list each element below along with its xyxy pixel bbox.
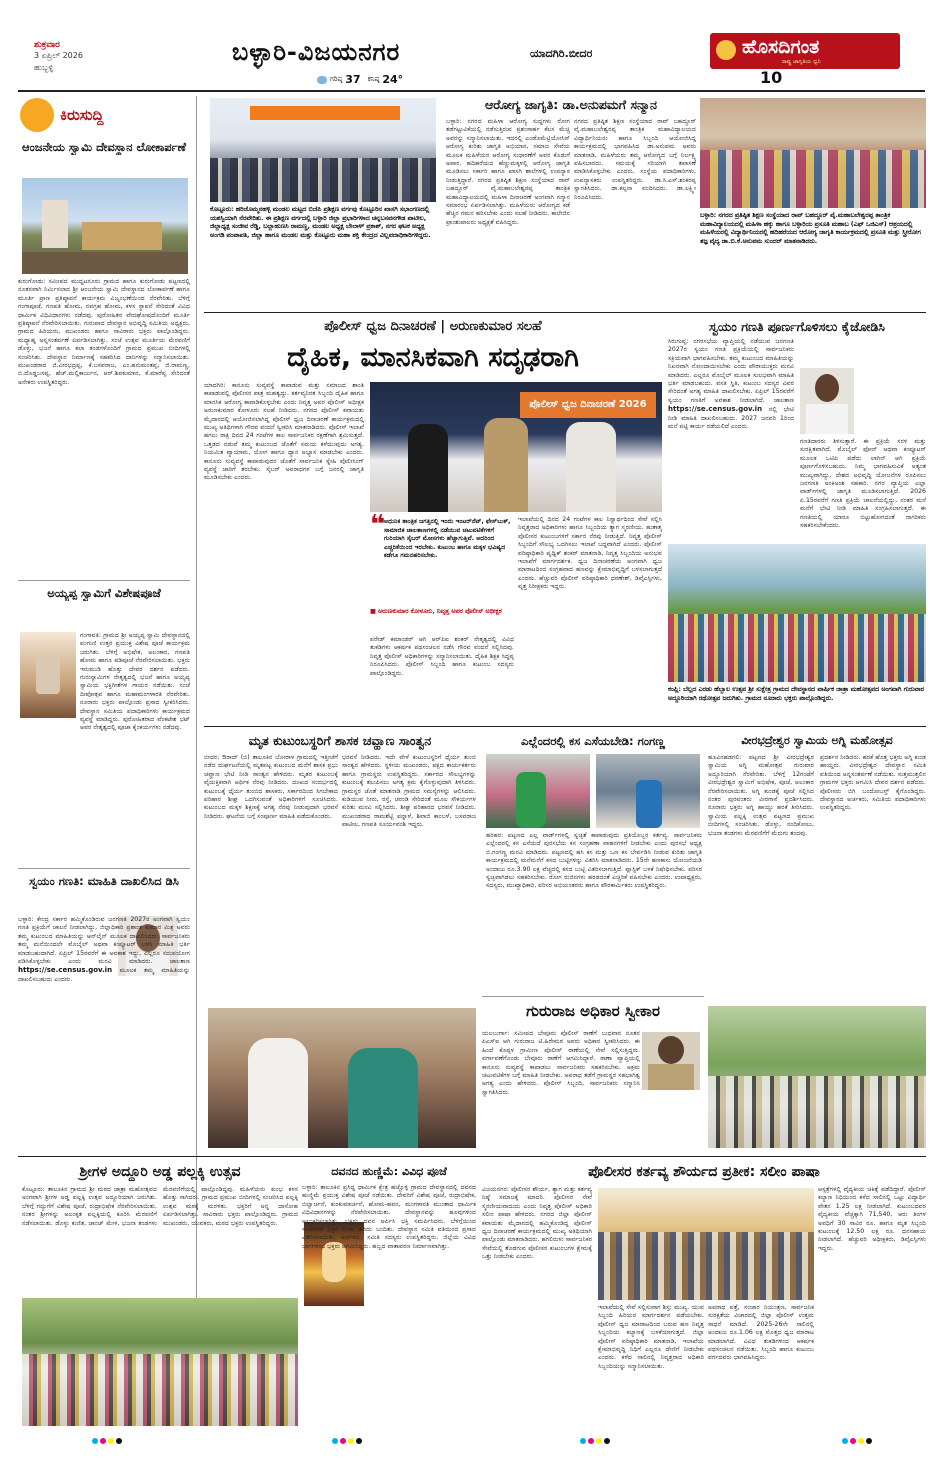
page-number: 10 bbox=[760, 68, 783, 87]
police-quote-source-text: ಅರುಣಕುಮಾರ ಕೋಳೂರು, ನಿವೃತ್ತ ಅಪರ ಪೊಲೀಸ್ ಅಧೀಕ್ಷಕ bbox=[378, 608, 502, 615]
kirusuddi-text-3-end: ಮೂಲಕ ತಮ್ಮ ಮಾಹಿತಿಯನ್ನು ದಾಖಲಿಸಬಹುದು ಎಂದರು. bbox=[18, 967, 190, 983]
hand-icon bbox=[20, 98, 54, 132]
saleem-col-1: ವಿಜಯನಗರ: ಪೊಲೀಸರ ಶೌರ್ಯ, ತ್ಯಾಗ ಮತ್ತು ಕರ್ತವ್ಯ ನಿಷ್ಠೆ ಸಮಾಜಕ್ಕೆ ಮಾದರಿ. ಪೊಲೀಸರ ಸೇವೆ ಸ್ಮರಣೀಯವಾದುದು ಎಂದು ನಿವೃತ್ತ ಪೊಲೀಸ್ ಅಧಿಕಾರಿ ಸಲೀಂ ಪಾಷಾ ಹೇಳಿದರು. ನಗರದ ಜಿಲ್ಲಾ ಪೊಲೀಸ್ ಕವಾಯತು ಮೈದಾನದಲ್ಲಿ ಹಮ್ಮಿಕೊಂಡಿದ್ದ ಪೊಲೀಸ್ ಧ್ವಜ ದಿನಾಚರಣೆ ಕಾರ್ಯಕ್ರಮದಲ್ಲಿ ಮುಖ್ಯ ಅತಿಥಿಯಾಗಿ ಪಾಲ್ಗೊಂಡು ಮಾತನಾಡಿದರು. ಹಗಲಿರುಳು ಸಾರ್ವಜನಿಕರ ಸೇವೆಯಲ್ಲಿ ತೊಡಗುವ ಪೊಲೀಸರ ಕುಟುಂಬಗಳ ಕ್ಷೇಮಕ್ಕೆ ಒತ್ತು ನೀಡಬೇಕು ಎಂದರು. bbox=[482, 1186, 592, 1261]
kirusuddi-text-2: ಗಂಗಾವತಿ: ಗ್ರಾಮದ ಶ್ರೀ ಅಯ್ಯಪ್ಪ ಸ್ವಾಮಿ ದೇವಸ್ಥಾನದಲ್ಲಿ ಪಂಗುಣಿ ಉತ್ತರ ಪ್ರಯುಕ್ತ ವಿಶೇಷ ಪೂಜೆ ಕಾರ್ಯಕ್ರಮ ಜರುಗಿತು. ಬೆಳಿಗ್ಗೆ ಅಭಿಷೇಕ, ಅಲಂಕಾರ, ಗಣಪತಿ ಹೋಮ ಹಾಗೂ ಪಡಿಪೂಜೆ ನೆರವೇರಿಸಲಾಯಿತು. ಭಕ್ತರು ಇರುಮುಡಿ ಹೊತ್ತು ದೇವರ ದರ್ಶನ ಪಡೆದರು. ಗುರುಸ್ವಾಮಿಗಳ ನೇತೃತ್ವದಲ್ಲಿ ಭಜನೆ ಹಾಗೂ ಅಯ್ಯಪ್ಪ ಸ್ವಾಮಿಯ ಭಕ್ತಿಗೀತೆಗಳ ಗಾಯನ ನಡೆಯಿತು. ಸಂಜೆ ದೀಪೋತ್ಸವ ಹಾಗೂ ಮಹಾಮಂಗಳಾರತಿ ನೆರವೇರಿತು. ನೂರಾರು ಭಕ್ತರು ಪಾಲ್ಗೊಂಡು ಪ್ರಸಾದ ಸ್ವೀಕರಿಸಿದರು. ದೇವಸ್ಥಾನ ಸಮಿತಿಯ ಪದಾಧಿಕಾರಿಗಳು ಕಾರ್ಯಕ್ರಮದ ವ್ಯವಸ್ಥೆ ಮಾಡಿದ್ದರು. ಪುರೋಹಿತರಾದ ವೆಂಕಟೇಶ ಭಟ್ ಅವರ ನೇತೃತ್ವದಲ್ಲಿ ಪೂಜಾ ಕೈಂಕರ್ಯಗಳು ನಡೆದವು. bbox=[80, 632, 190, 732]
saleem-headline: ಪೊಲೀಸರ ಕರ್ತವ್ಯ ಶೌರ್ಯದ ಪ್ರತೀಕ: ಸಲೀಂ ಪಾಷಾ bbox=[588, 1164, 820, 1180]
health-headline: ಆರೋಗ್ಯ ಜಾಗೃತಿ: ಡಾ.ಅನುಪಮಗೆ ಸನ್ಮಾನ bbox=[484, 97, 658, 112]
mla-condolence-photo bbox=[208, 1008, 476, 1148]
jatre-crowd-photo bbox=[668, 544, 926, 682]
quote-mark-icon: ❝ bbox=[370, 510, 386, 540]
divider bbox=[18, 868, 190, 869]
kirusuddi-badge bbox=[20, 98, 180, 132]
parade-photo bbox=[598, 1188, 814, 1300]
agni-headline: ವೀರಭದ್ರೇಶ್ವರ ಸ್ವಾಮಿಯ ಅಗ್ನಿ ಮಹೋತ್ಸವ bbox=[741, 734, 893, 747]
davanada-story bbox=[302, 1160, 476, 1430]
sun-cloud-icon bbox=[317, 76, 327, 84]
police-quote: ಆಧುನಿಕ ತಾಂತ್ರಿಕ ಜಗತ್ತಿನಲ್ಲಿ ಇಂದು ಇಂಟರ್‌ನೆಟ್, ಫೇಸ್‌ಬುಕ್, ಸಾಮಾಜಿಕ ಜಾಲತಾಣಗಳಲ್ಲಿ ನಡೆಯುವ ಚಟುವಟಿಕೆಗಳಿಗೆ ಗುರಿಯಾಗಿ ಸೈಬರ್ ಮೋಸಗಳು ಹೆಚ್ಚಾಗುತ್ತಿವೆ. ಅದರಿಂದ ಎಚ್ಚರಿಕೆಯಿಂದ ಇರಬೇಕು. ಕುಟುಂಬ ಹಾಗೂ ಮಕ್ಕಳ ಭವಿಷ್ಯದ ಕಡೆಗೂ ಗಮನಹರಿಸಬೇಕು. bbox=[384, 518, 511, 559]
kirusuddi-headline-2: ಅಯ್ಯಪ್ಪ ಸ್ವಾಮಿಗೆ ವಿಶೇಷಪೂಜೆ bbox=[47, 586, 161, 600]
police-quote-source bbox=[370, 608, 514, 630]
police-col-1: ಯಾದಗಿರಿ: ಕಾನೂನು ಸುವ್ಯವಸ್ಥೆ ಕಾಪಾಡುವ ಮತ್ತು ಸಮಾಜದ ಶಾಂತಿ ಕಾಪಾಡುವಲ್ಲಿ ಪೊಲೀಸರ ಪಾತ್ರ ಮಹತ್ವದ್ದು. ಕರ್ತವ್ಯನಿರತ ಸಿಬ್ಬಂದಿ ದೈಹಿಕ ಹಾಗೂ ಮಾನಸಿಕ ಆರೋಗ್ಯ ಕಾಪಾಡಿಕೊಳ್ಳಬೇಕು ಎಂದು ನಿವೃತ್ತ ಅಪರ ಪೊಲೀಸ್ ಅಧೀಕ್ಷಕ ಅರುಣಕುಮಾರ ಕೋಳೂರು ಸಲಹೆ ನೀಡಿದರು. ನಗರದ ಪೊಲೀಸ್ ಕವಾಯತು ಮೈದಾನದಲ್ಲಿ ಆಯೋಜಿಸಲಾಗಿದ್ದ ಪೊಲೀಸ್ ಧ್ವಜ ದಿನಾಚರಣೆ ಕಾರ್ಯಕ್ರಮದಲ್ಲಿ ಮುಖ್ಯ ಅತಿಥಿಗಳಾಗಿ ಗೌರವ ವಂದನೆ ಸ್ವೀಕರಿಸಿ ಮಾತನಾಡಿದರು. ಪೊಲೀಸ್ ಇಲಾಖೆ ಹಗಲು ರಾತ್ರಿ ದಿನದ 24 ಗಂಟೆಗಳ ಕಾಲ ಸಾರ್ವಜನಿಕರ ರಕ್ಷಣೆಗಾಗಿ ಶ್ರಮಿಸುತ್ತದೆ. ಒತ್ತಡದ ನಡುವೆ ತಮ್ಮ ಕುಟುಂಬದ ಜೊತೆಗೆ ಸಮಯ ಕಳೆಯುವುದು ಅಗತ್ಯ. ನಿಯಮಿತ ವ್ಯಾಯಾಮ, ಯೋಗ ಹಾಗೂ ಧ್ಯಾನ ಅಭ್ಯಾಸ ಮಾಡಬೇಕು ಎಂದರು. ಕಾನೂನು ಸುವ್ಯವಸ್ಥೆ ಕಾಪಾಡುವುದರ ಜೊತೆಗೆ ಸಾರ್ವಜನಿಕ ಸ್ನೇಹಿ ಪೊಲೀಸಿಂಗ್ ವ್ಯವಸ್ಥೆ ಜಾರಿಗೆ ತರಬೇಕು. ಸೈಬರ್ ಅಪರಾಧಗಳ ಬಗ್ಗೆ ಜನರಲ್ಲಿ ಜಾಗೃತಿ ಮೂಡಿಸಬೇಕು ಎಂದರು. bbox=[204, 382, 364, 482]
weather-min-label: ಕನಿಷ್ಠ bbox=[367, 75, 380, 83]
kirusuddi-headline-1: ಆಂಜನೇಯ ಸ್ವಾಮಿ ದೇವಸ್ಥಾನ ಲೋಕಾರ್ಪಣೆ bbox=[22, 140, 186, 154]
census-col-1 bbox=[668, 338, 794, 538]
bjp-caption: ಕೊಟ್ಟೂರು: ಹರಿಜೊಮ್ಮನಹಳ್ಳಿ ಮಂಡಲ ಮಟ್ಟದ ಬಿಜೆಪಿ ಪ್ರಶಿಕ್ಷಣ ವರ್ಗವು ಕೊಟ್ಟೂರಿನ ಖಾಸಗಿ ಸಭಾಂಗಣದಲ್ಲಿ ಯಶಸ್ವಿಯಾಗಿ ನೆರವೇರಿತು. ಈ ಪ್ರಶಿಕ್ಷಣ ವರ್ಗದಲ್ಲಿ ಬಳ್ಳಾರಿ ಜಿಲ್ಲಾ ಪ್ರಭಾರಿಗಳಾದ ಚನ್ನಬಸವನಗೌಡ ಪಾಟೀಲ, ಜಿಲ್ಲಾಧ್ಯಕ್ಷ ಸಂಜೀವ ರೆಡ್ಡಿ, ಬಲ್ಲಾಹುಣಸಿ ರಾಮಣ್ಣ, ಮಂಡಲ ಅಧ್ಯಕ್ಷ ಬೇಲಾಳ್ ಪ್ರಕಾಶ್, ನಗರ ಘಟಕ ಅಧ್ಯಕ್ಷ ಅಂಗಡಿ ಪಂಪಾಪತಿ, ಜಿಲ್ಲಾ ಹಾಗೂ ಮಂಡಲ ಮತ್ತು ಕೊಟ್ಟೂರು ಮಹಾ ಶಕ್ತಿ ಕೇಂದ್ರದ ವಿಲ್ಲಪದಾಧಿಕಾರಿಗಳಿದ್ದರು. bbox=[210, 206, 431, 239]
pallakki-headline: ಶ್ರೀಗಳ ಅದ್ದೂರಿ ಅಡ್ಡ ಪಲ್ಲಕ್ಕಿ ಉತ್ಸವ bbox=[79, 1164, 241, 1180]
census-col-1-body: ಸಿರುಗುಪ್ಪ: ನಗರಸಭೆಯ ವ್ಯಾಪ್ತಿಯಲ್ಲಿ ನಡೆಯುವ ಜನಗಣತಿ 2027ರ ಸ್ವಯಂ ಗಣತಿ ಪ್ರಕ್ರಿಯೆಯಲ್ಲಿ ಸಾರ್ವಜನಿಕರು ಸಕ್ರಿಯವಾಗಿ ಭಾಗವಹಿಸಬೇಕು. ತಮ್ಮ ಕುಟುಂಬದ ಮಾಹಿತಿಯನ್ನು ನಿಖರವಾಗಿ ನೋಂದಾಯಿಸಬೇಕು ಎಂದು ಪೌರಾಯುಕ್ತರು ಮನವಿ ಮಾಡಿದರು. ಎಲ್ಲರೂ ಮೊಬೈಲ್ ಮೂಲಕ ಸುಲಭವಾಗಿ ಮಾಹಿತಿ ಭರ್ತಿ ಮಾಡಬಹುದು. ವಸತಿ ಸ್ಥಿತಿ, ಕುಟುಂಬ ಸದಸ್ಯರ ವಿವರ ಸೇರಿದಂತೆ ಅಗತ್ಯ ಮಾಹಿತಿ ದಾಖಲಿಸಬೇಕು. ಏಪ್ರಿಲ್ 15ರವರೆಗೆ ಸ್ವಯಂ ಗಣತಿಗೆ ಅವಕಾಶ ನೀಡಲಾಗಿದೆ. ಜಾಲತಾಣ bbox=[668, 338, 794, 404]
section-rule bbox=[18, 1156, 926, 1157]
weather-max-label: ಗರಿಷ್ಠ bbox=[330, 75, 343, 83]
health-story bbox=[446, 96, 696, 308]
mla-story bbox=[204, 730, 476, 1152]
city-label: ಹುಬ್ಬಳ್ಳಿ bbox=[34, 63, 54, 72]
masthead bbox=[0, 0, 945, 88]
ganganna-headline: ಎಲ್ಲೆಂದರಲ್ಲಿ ಕಸ ಎಸೆಯಬೇಡಿ: ಗಂಗಣ್ಣ bbox=[521, 734, 665, 748]
kirusuddi-headline-3: ಸ್ವಯಂ ಗಣತಿ: ಮಾಹಿತಿ ದಾಖಲಿಸಿದ ಡಿಸಿ bbox=[29, 874, 179, 888]
ganganna-photo-1 bbox=[486, 754, 590, 828]
lamp-icon bbox=[716, 40, 736, 60]
kirusuddi-label: ಕಿರುಸುದ್ದಿ bbox=[60, 106, 104, 124]
mla-col-2: ಭರವಸೆ ನೀಡಿದರು. ಇದೇ ವೇಳೆ ಕುಟುಂಬಸ್ಥರಿಗೆ ಧೈರ್ಯ ತುಂಬಿ ಸಾಂತ್ವನ ಹೇಳಿದರು. ಸ್ಥಳೀಯ ಮುಖಂಡರು, ಪಕ್ಷದ ಕಾರ್ಯಕರ್ತರು ಹಾಗೂ ಗ್ರಾಮಸ್ಥರು ಉಪಸ್ಥಿತರಿದ್ದರು. ಸರ್ಕಾರದ ಸೌಲಭ್ಯಗಳನ್ನು ಕುಟುಂಬಕ್ಕೆ ತಲುಪಿಸಲು ಅಗತ್ಯ ಕ್ರಮ ಕೈಗೊಳ್ಳುವುದಾಗಿ ತಿಳಿಸಿದರು. ಗ್ರಾಮಸ್ಥರ ಜೊತೆ ಮಾತನಾಡಿ ಗ್ರಾಮದ ಸಮಸ್ಯೆಗಳನ್ನು ಆಲಿಸಿದರು. ಕುಡಿಯುವ ನೀರು, ರಸ್ತೆ, ಚರಂಡಿ ಸೇರಿದಂತೆ ಮೂಲ ಸೌಕರ್ಯಗಳ ಕುರಿತು ಮನವಿ ಸಲ್ಲಿಸಿದರು. ಶೀಘ್ರ ಪರಿಹಾರದ ಭರವಸೆ ನೀಡಿದರು. ಮುಖಂಡರಾದ ರಾಮಶೆಟ್ಟಿ ಪನ್ನಾಳೆ, ಶಿವಾಜಿ ಕಾಂಬಳೆ, ಬಸವರಾಜ ಪಾಟೀಲ, ಗಣಪತಿ ಸೂರ್ಯವಂಶಿ ಇದ್ದರು. bbox=[342, 754, 476, 829]
agni-festival-photo bbox=[708, 1006, 926, 1148]
weather-min: 24° bbox=[382, 73, 404, 86]
jatre-caption: ಕಂಪ್ಲಿ: ಬೆಲ್ಲದ ಎರಡು ಹೆಬ್ಬಾಲ ಉತ್ಸವ ಶ್ರೀ ಸುಕ್ಷೇತ್ರ ಗ್ರಾಮದ ದೇವಸ್ಥಾನದ ವಾರ್ಷಿಕ ಜಾತ್ರಾ ಮಹೋತ್ಸವದ ಅಂಗವಾಗಿ ಗುರುವಾರ ಅದ್ದೂರಿಯಾಗಿ ರಥೋತ್ಸವ ಜರುಗಿತು. ಗ್ರಾಮದ ನೂರಾರು ಭಕ್ತರು ಪಾಲ್ಗೊಂಡಿದ್ದರು. bbox=[668, 686, 924, 702]
masthead-rule bbox=[18, 90, 925, 92]
kirusuddi-text-3-body: ಬಳ್ಳಾರಿ: ಕೇಂದ್ರ ಸರ್ಕಾರ ಹಮ್ಮಿಕೊಂಡಿರುವ ಜನಗಣತಿ 2027ರ ಅಂಗವಾಗಿ ಸ್ವಯಂ ಗಣತಿ ಪ್ರಕ್ರಿಯೆಗೆ ಚಾಲನೆ ನೀಡಲಾಗಿದ್ದು, ಜಿಲ್ಲಾಧಿಕಾರಿ ಪ್ರಶಾಂತ ಕುಮಾರ ಮಿಶ್ರ ಅವರು ತಮ್ಮ ಕುಟುಂಬದ ಮಾಹಿತಿಯನ್ನು ಆನ್‌ಲೈನ್ ಮೂಲಕ ದಾಖಲಿಸಿದರು. ಸಾರ್ವಜನಿಕರು ತಮ್ಮ ಮನೆಯಿಂದಲೇ ಮೊಬೈಲ್ ಅಥವಾ ಕಂಪ್ಯೂಟರ್ ಬಳಸಿ ಮಾಹಿತಿ ಭರ್ತಿ ಮಾಡಬಹುದಾಗಿದೆ. ಏಪ್ರಿಲ್ 15ರವರೆಗೆ ಈ ಅವಕಾಶ ಇದ್ದು, ಎಲ್ಲರೂ ಸದುಪಯೋಗ ಪಡಿಸಿಕೊಳ್ಳಬೇಕು ಎಂದು ಮನವಿ ಮಾಡಿದರು. ಜಾಲತಾಣ bbox=[18, 916, 190, 966]
health-group-photo bbox=[700, 98, 926, 208]
square-bullet-icon: ■ bbox=[370, 608, 379, 615]
registration-dots-left bbox=[92, 1438, 122, 1444]
section-rule bbox=[204, 312, 926, 313]
mla-headline: ಮೃತ ಕುಟುಂಬಸ್ಥರಿಗೆ ಶಾಸಕ ಚವ್ಹಾಣ ಸಾಂತ್ವನ bbox=[248, 733, 432, 748]
pallakki-text: ಕೊಟ್ಟೂರು: ತಾಲೂಕಿನ ಗ್ರಾಮದ ಶ್ರೀ ಮಠದ ಜಾತ್ರಾ ಮಹೋತ್ಸವದ ಅಂಗವಾಗಿ ಶ್ರೀಗಳ ಅಡ್ಡ ಪಲ್ಲಕ್ಕಿ ಉತ್ಸವ ಅದ್ದೂರಿಯಾಗಿ ಜರುಗಿತು. ಬೆಳಿಗ್ಗೆ ಗದ್ದುಗೆಗೆ ವಿಶೇಷ ಪೂಜೆ, ರುದ್ರಾಭಿಷೇಕ ನೆರವೇರಿಸಲಾಯಿತು. ನಂತರ ಶ್ರೀಗಳನ್ನು ಅಲಂಕೃತ ಪಲ್ಲಕ್ಕಿಯಲ್ಲಿ ಕೂರಿಸಿ ಮೆರವಣಿಗೆ ನಡೆಸಲಾಯಿತು. ಡೊಳ್ಳು ಕುಣಿತ, ಜಾಂಜ್ ಮೇಳ, ಭಜನಾ ತಂಡಗಳು ಮೆರವಣಿಗೆಯಲ್ಲಿ ಪಾಲ್ಗೊಂಡಿದ್ದವು. ಮಹಿಳೆಯರು ಕುಂಭ ಕಳಸ ಹೊತ್ತು ಸಾಗಿದರು. ಗ್ರಾಮದ ಪ್ರಮುಖ ಬೀದಿಗಳಲ್ಲಿ ಸಂಚರಿಸಿದ ಪಲ್ಲಕ್ಕಿ ಉತ್ಸವ ಮಠಕ್ಕೆ ಮರಳಿತು. ಭಕ್ತರಿಗೆ ಅನ್ನ ದಾಸೋಹ ಏರ್ಪಡಿಸಲಾಗಿತ್ತು. ಸಾವಿರಾರು ಭಕ್ತರು ಪಾಲ್ಗೊಂಡಿದ್ದರು. ಗ್ರಾಮದ ಮುಖಂಡರು, ಯುವಕರು, ಮಠದ ಭಕ್ತರು ಉಪಸ್ಥಿತರಿದ್ದರು. bbox=[22, 1186, 298, 1227]
davanada-headline: ದವನದ ಹುಣ್ಣಿಮೆ: ವಿವಿಧ ಪೂಜೆ bbox=[331, 1165, 447, 1178]
divider bbox=[482, 996, 704, 997]
saleem-col-3: ಅಪರಾಧ ಪತ್ತೆ, ಸಂಚಾರ ನಿಯಂತ್ರಣ, ಸಾರ್ವಜನಿಕ ಸುರಕ್ಷತೆಯ ವಿಚಾರದಲ್ಲಿ ಜಿಲ್ಲಾ ಪೊಲೀಸ್ ಉತ್ತಮ ಸಾಧನೆ ಮಾಡಿದೆ. 2025-26ನೇ ಸಾಲಿನಲ್ಲಿ ಅಂದಾಜು ರೂ.1.06 ಲಕ್ಷ ಮೊತ್ತದ ಧ್ವಜ ಮಾರಾಟ ಮಾಡಲಾಗಿದೆ. ವಿವಿಧ ತುಕಡಿಗಳಿಂದ ಆಕರ್ಷಕ ಪಥಸಂಚಲನ ನಡೆಯಿತು. ಸಿಬ್ಬಂದಿ ಹಾಗೂ ಕುಟುಂಬ ವರ್ಗದವರು ಭಾಗವಹಿಸಿದ್ದರು. bbox=[708, 1304, 814, 1362]
weather-max: 37 bbox=[345, 73, 361, 86]
paper-name: ಹೊಸದಿಗಂತ bbox=[742, 36, 820, 58]
weather bbox=[317, 73, 403, 86]
police-photo-banner: ಪೊಲೀಸ್ ಧ್ವಜ ದಿನಾಚರಣೆ 2026 bbox=[520, 392, 656, 418]
police-col-3: ಪರೇಡ್ ಕಮಾಂಡರ್ ಆಗಿ ಆರ್‌ಪಿಐ ಶಂಕರ್ ನೇತೃತ್ವದಲ್ಲಿ ವಿವಿಧ ತುಕಡಿಗಳು ಆಕರ್ಷಕ ಪಥಸಂಚಲನ ನಡೆಸಿ ಗೌರವ ವಂದನೆ ಸಲ್ಲಿಸಿದವು. ನಿವೃತ್ತ ಪೊಲೀಸ್ ಅಧಿಕಾರಿಗಳನ್ನು ಸನ್ಮಾನಿಸಲಾಯಿತು. ದೈಹಿಕ ಶಿಕ್ಷಕ ಸಿದ್ದಪ್ಪ ನಿರೂಪಿಸಿದರು. ಪೊಲೀಸ್ ಸಿಬ್ಬಂದಿ ಹಾಗೂ ಕುಟುಂಬ ಸದಸ್ಯರು ಪಾಲ್ಗೊಂಡಿದ್ದರು. bbox=[370, 636, 514, 677]
health-photo-block bbox=[700, 96, 926, 308]
temple-photo bbox=[22, 178, 188, 274]
divider bbox=[18, 580, 190, 581]
police-quote-box bbox=[370, 510, 514, 632]
kirusuddi-text-3 bbox=[18, 916, 190, 1068]
saleem-col-2: ಇಲಾಖೆಯಲ್ಲಿ ಸೇವೆ ಸಲ್ಲಿಸುವಾಗ ಶಿಸ್ತು ಮುಖ್ಯ. ಯುವ ಸಿಬ್ಬಂದಿ ಹಿರಿಯರ ಮಾರ್ಗದರ್ಶನ ಪಡೆಯಬೇಕು. ಪೊಲೀಸ್ ಧ್ವಜ ಮಾರಾಟದಿಂದ ಬರುವ ಹಣ ನಿವೃತ್ತ ಸಿಬ್ಬಂದಿಯ ಕಲ್ಯಾಣಕ್ಕೆ ಬಳಕೆಯಾಗುತ್ತದೆ. ಜಿಲ್ಲಾ ಪೊಲೀಸ್ ವರಿಷ್ಠಾಧಿಕಾರಿ ಮಾತನಾಡಿ, ಇಲಾಖೆಯ ಕ್ಷೇಮಾಭಿವೃದ್ಧಿ ನಿಧಿಗೆ ಎಲ್ಲರೂ ದೇಣಿಗೆ ನೀಡಬೇಕು ಎಂದರು. ಕಳೆದ ಸಾಲಿನಲ್ಲಿ ನಿವೃತ್ತರಾದ ಅಧಿಕಾರಿ ಸಿಬ್ಬಂದಿಯನ್ನು ಸನ್ಮಾನಿಸಲಾಯಿತು. bbox=[598, 1304, 704, 1370]
police-story bbox=[204, 316, 662, 722]
paper-tagline: ರಾಷ್ಟ್ರ ಜಾಗೃತಿಯ ಧ್ವನಿ bbox=[782, 59, 821, 65]
census-link[interactable]: https://se.census.gov.in bbox=[18, 966, 113, 975]
registration-dots-mid-2 bbox=[580, 1438, 610, 1444]
census-url[interactable]: https://se.census.gov.in bbox=[668, 405, 763, 414]
pallakki-story bbox=[22, 1160, 298, 1430]
health-col-1: ಬಳ್ಳಾರಿ: ನಗರದ ಮಹಿಳಾ ಆರೋಗ್ಯ ಸುದ್ಧಗಳು ರೋಗ ತಡೆಗಟ್ಟುವಿಕೆಯಲ್ಲಿ ನಡೆಸುತ್ತಿರುವ ಪ್ರಶಂಸಾರ್ಹ ಕೆಲಸ ಮೆಚ್ಚಿ ಅವರನ್ನು ಸನ್ಮಾನಿಸಲಾಯಿತು. ಇದರಲ್ಲಿ ಎಂಡೊಮೆಟ್ರಿಯೋಸಿಸ್ ಆರೋಗ್ಯ ಕುರಿತು ಜಾಗೃತಿ ಅಭಿಯಾನ, ಸಮಾಜ ಸೇವೆಯ ಮೂಲಕ ಮಹಿಳೆಯರ ಆರೋಗ್ಯ ಸುಧಾರಣೆಗೆ ಅವರ ಕೊಡುಗೆ ಅಪಾರ. ಹದಿಹರೆಯದ ಹೆಣ್ಣುಮಕ್ಕಳಲ್ಲಿ ಆರೋಗ್ಯ ಜಾಗೃತಿ ಮೂಡಿಸಲು ಸರ್ಕಾರಿ ಹಾಗೂ ಖಾಸಗಿ ಶಾಲೆಗಳಲ್ಲಿ ಉಪನ್ಯಾಸ ನೀಡುತ್ತಿದ್ದಾರೆ. ನಗರದ ಪ್ರತಿಷ್ಠಿತ ಶಿಕ್ಷಣ ಸಂಸ್ಥೆಯಾದ ರಾವ್ ಬಹದ್ದೂರ್ ವೈ.ಮಹಾಬಲೇಶ್ವರಪ್ಪ ತಾಂತ್ರಿಕ ಮಹಾವಿದ್ಯಾಲಯದಲ್ಲಿ ಮಹಿಳಾ ದಿನಾಚರಣೆ ಅಂಗವಾಗಿ ಸನ್ಮಾನ ಸಮಾರಂಭ ಏರ್ಪಡಿಸಲಾಗಿತ್ತು. ಮಹಿಳೆಯರು ಆರೋಗ್ಯದ ಕಡೆ ಹೆಚ್ಚಿನ ಗಮನ ಹರಿಸಬೇಕು ಎಂದು ಸಲಹೆ ನೀಡಿದರು. ಕಾಲೇಜಿನ ಪ್ರಾಂಶುಪಾಲರು ಅಧ್ಯಕ್ಷತೆ ವಹಿಸಿದ್ದರು. bbox=[446, 118, 570, 226]
police-headline: ದೈಹಿಕ, ಮಾನಸಿಕವಾಗಿ ಸದೃಢರಾಗಿ bbox=[287, 342, 579, 373]
bjp-meeting-photo bbox=[210, 98, 436, 202]
edition-title: ಬಳ್ಳಾರಿ-ವಿಜಯನಗರ bbox=[232, 38, 401, 66]
police-ceremony-photo bbox=[370, 382, 662, 512]
police-col-2: ಇಲಾಖೆಯಲ್ಲಿ ದಿನದ 24 ಗಂಟೆಗಳ ಕಾಲ ನಿಸ್ವಾರ್ಥದಿಂದ ಸೇವೆ ಸಲ್ಲಿಸಿ ನಿವೃತ್ತರಾದ ಅಧಿಕಾರಿಗಳು ಹಾಗೂ ಸಿಬ್ಬಂದಿಯ ತ್ಯಾಗ ಸ್ಮರಣೀಯ. ಹುತಾತ್ಮ ಪೊಲೀಸರ ಕುಟುಂಬಗಳಿಗೆ ಸರ್ಕಾರ ನೆರವು ನೀಡುತ್ತಿದೆ. ನಿವೃತ್ತ ಪೊಲೀಸ್ ಸಿಬ್ಬಂದಿಗೆ ಸೌಲಭ್ಯ ಒದಗಿಸಲು ಇಲಾಖೆ ಬದ್ಧವಾಗಿದೆ ಎಂದರು. ಪೊಲೀಸ್ ವರಿಷ್ಠಾಧಿಕಾರಿ ಪೃಥ್ವಿಕ್ ಶಂಕರ್ ಮಾತನಾಡಿ, ನಿವೃತ್ತ ಸಿಬ್ಬಂದಿಯ ಅನುಭವ ಇಲಾಖೆಗೆ ಮಾರ್ಗದರ್ಶಕ. ಧ್ವಜ ದಿನಾಚರಣೆಯ ಅಂಗವಾಗಿ ಧ್ವಜ ಮಾರಾಟದಿಂದ ಸಂಗ್ರಹವಾದ ಹಣವನ್ನು ಕ್ಷೇಮಾಭಿವೃದ್ಧಿಗೆ ಬಳಸಲಾಗುತ್ತದೆ ಎಂದರು. ಹೆಚ್ಚುವರಿ ಪೊಲೀಸ್ ವರಿಷ್ಠಾಧಿಕಾರಿ ಧರಣೇಶ್, ಡಿವೈಎಸ್ಪಿಗಳು, ವೃತ್ತ ನಿರೀಕ್ಷಕರು ಇದ್ದರು. bbox=[518, 516, 662, 591]
ayyappa-photo bbox=[20, 632, 76, 718]
census-story bbox=[668, 316, 926, 722]
top-photo-story bbox=[204, 96, 440, 306]
ganganna-text: ಹರಿಹರ: ಪಟ್ಟಣದ ಎಲ್ಲ ವಾರ್ಡ್‌ಗಳಲ್ಲಿ ಸ್ವಚ್ಛತೆ ಕಾಪಾಡುವುದು ಪ್ರತಿಯೊಬ್ಬರ ಕರ್ತವ್ಯ. ಸಾರ್ವಜನಿಕರು ಎಲ್ಲೆಂದರಲ್ಲಿ ಕಸ ಎಸೆಯದೆ ಪುರಸಭೆಯ ಕಸ ಸಂಗ್ರಹಣಾ ವಾಹನಗಳಿಗೆ ನೀಡಬೇಕು ಎಂದು ಪುರಸಭೆ ಅಧ್ಯಕ್ಷ ಬಿ.ಗಂಗಣ್ಣ ಮನವಿ ಮಾಡಿದರು. ಪಟ್ಟಣದಲ್ಲಿ ಹಸಿ ಕಸ ಮತ್ತು ಒಣ ಕಸ ಬೇರ್ಪಡಿಸಿ ನೀಡುವ ಕುರಿತು ಜಾಗೃತಿ ಕಾರ್ಯಕ್ರಮದಲ್ಲಿ ಮನೆಮನೆಗೆ ಕಸದ ಬುಟ್ಟಿಗಳನ್ನು ವಿತರಿಸಿ ಮಾತನಾಡಿದರು. 15ನೇ ಹಣಕಾಸು ಯೋಜನೆಯಡಿ ಅಂದಾಜು ರೂ.3.90 ಲಕ್ಷ ವೆಚ್ಚದಲ್ಲಿ ಕಸದ ಬುಟ್ಟಿ ವಿತರಿಸಲಾಗುತ್ತಿದೆ. ಪ್ಲಾಸ್ಟಿಕ್ ಬಳಕೆ ನಿಷೇಧಿಸಬೇಕು. ಪರಿಸರ ಸ್ವಚ್ಛವಾಗಿಡಲು ಸಹಕರಿಸಬೇಕು. ರೋಗ ರುಜಿನಗಳು ಹರಡದಂತೆ ಎಚ್ಚರಿಕೆ ವಹಿಸಬೇಕು ಎಂದರು. ಉಪಾಧ್ಯಕ್ಷರು, ಸದಸ್ಯರು, ಮುಖ್ಯಾಧಿಕಾರಿ, ಪರಿಸರ ಅಭಿಯಂತರರು ಹಾಗೂ ಪೌರಕಾರ್ಮಿಕರು ಉಪಸ್ಥಿತರಿದ್ದರು. bbox=[486, 832, 702, 890]
mla-col-1: ಬೀದರ: ಔರಾದ್ (ಬಿ) ತಾಲೂಕಿನ ಬೋರಾಳ ಗ್ರಾಮದಲ್ಲಿ ಇತ್ತೀಚೆಗೆ ನಡೆದ ದುರ್ಘಟನೆಯಲ್ಲಿ ಮೃತಪಟ್ಟ ಕುಟುಂಬದ ಮನೆಗೆ ಶಾಸಕ ಪ್ರಭು ಚವ್ಹಾಣ ಭೇಟಿ ನೀಡಿ ಸಾಂತ್ವನ ಹೇಳಿದರು. ಮೃತರ ಕುಟುಂಬಕ್ಕೆ ವೈಯಕ್ತಿಕವಾಗಿ ಆರ್ಥಿಕ ನೆರವು ನೀಡಿದರು. ದುಃಖದ ಸಂದರ್ಭದಲ್ಲಿ ಕುಟುಂಬಕ್ಕೆ ಧೈರ್ಯ ತುಂಬಿದ ಶಾಸಕರು, ಸರ್ಕಾರದಿಂದ ಸಿಗಬೇಕಾದ ಪರಿಹಾರ ಶೀಘ್ರ ಒದಗಿಸುವಂತೆ ಅಧಿಕಾರಿಗಳಿಗೆ ಸೂಚಿಸಿದರು. ಕುಟುಂಬದ ಮಕ್ಕಳ ಶಿಕ್ಷಣಕ್ಕೆ ಅಗತ್ಯ ನೆರವು ನೀಡುವುದಾಗಿ ಭರವಸೆ ನೀಡಿದರು. ಘಟನೆಯ ಬಗ್ಗೆ ಸಂಪೂರ್ಣ ಮಾಹಿತಿ ಪಡೆದುಕೊಂಡರು. bbox=[204, 754, 338, 820]
section-rule bbox=[204, 726, 926, 727]
kirusuddi-text-1: ಕುರುಗೋಡು: ಸಮೀಪದ ಮುದ್ದಟನೂರು ಗ್ರಾಮದ ಹಾಗೂ ಕುರುಗೋಡು ಪಟ್ಟಣದಲ್ಲಿ ನೂತನವಾಗಿ ನಿರ್ಮಿಸಲಾದ ಶ್ರೀ ಆಂಜನೇಯ ಸ್ವಾಮಿ ದೇವಸ್ಥಾನದ ಲೋಕಾರ್ಪಣೆ ಹಾಗೂ ಮೂರ್ತಿ ಪ್ರಾಣ ಪ್ರತಿಷ್ಠಾಪನೆ ಕಾರ್ಯಕ್ರಮ ವಿಜೃಂಭಣೆಯಿಂದ ನೆರವೇರಿತು. ಬೆಳಿಗ್ಗೆ ಗಂಗಾಪೂಜೆ, ಗಣಪತಿ ಹೋಮ, ನವಗ್ರಹ ಹೋಮ, ಕಳಸ ಸ್ಥಾಪನೆ ಸೇರಿದಂತೆ ವಿವಿಧ ಧಾರ್ಮಿಕ ವಿಧಿವಿಧಾನಗಳು ನಡೆದವು. ಪುರೋಹಿತರ ವೇದಘೋಷದೊಂದಿಗೆ ಮೂರ್ತಿ ಪ್ರತಿಷ್ಠಾಪನೆ ನೆರವೇರಿಸಲಾಯಿತು. ಗುರುಪಾದ ದೇವಸ್ಥಾನ ಅಭಿವೃದ್ಧಿ ಸಮಿತಿಯ ಅಧ್ಯಕ್ಷರು, ಗ್ರಾಮದ ಹಿರಿಯರು, ಮುಖಂಡರು ಹಾಗೂ ಸಾವಿರಾರು ಭಕ್ತರು ಪಾಲ್ಗೊಂಡಿದ್ದರು. ಮಧ್ಯಾಹ್ನ ಅನ್ನಸಂತರ್ಪಣೆ ಏರ್ಪಡಿಸಲಾಗಿತ್ತು. ಸಂಜೆ ಉತ್ಸವ ಮೂರ್ತಿಯ ಮೆರವಣಿಗೆ ಡೊಳ್ಳು, ಭಜನೆ ಹಾಗೂ ಕಲಾ ತಂಡಗಳೊಂದಿಗೆ ಗ್ರಾಮದ ಪ್ರಮುಖ ಬೀದಿಗಳಲ್ಲಿ ಸಂಚರಿಸಿತು. ದೇವಸ್ಥಾನ ನಿರ್ಮಾಣಕ್ಕೆ ಸಹಕರಿಸಿದ ದಾನಿಗಳನ್ನು ಸನ್ಮಾನಿಸಲಾಯಿತು. ಮುಖಂಡರಾದ ಜಿ.ವೀರಭದ್ರಪ್ಪ, ಕೆ.ಬಸವರಾಜ, ಎಂ.ಹನುಮಂತಪ್ಪ, ಜಿ.ರಾಮಣ್ಣ, ಬಿ.ದೊಡ್ಡಬಸಪ್ಪ, ಹೆಚ್.ಮಲ್ಲಿಕಾರ್ಜುನ, ಆರ್.ಶಿವಕುಮಾರ, ಕೆ.ಮಾರೆಪ್ಪ ಸೇರಿದಂತೆ ಅನೇಕರು ಉಪಸ್ಥಿತರಿದ್ದರು. bbox=[18, 278, 190, 386]
saleem-story bbox=[482, 1160, 926, 1430]
saleem-col-4: ಆಸ್ಪತ್ರೆಗಳಲ್ಲಿ ವೈದ್ಯಕೀಯ ಚಿಕಿತ್ಸೆ ಪಡೆದಿದ್ದಾರೆ. ಪೊಲೀಸ್ ಕಲ್ಯಾಣ ನಿಧಿಯಿಂದ ಕಳೆದ ಸಾಲಿನಲ್ಲಿ ಒಟ್ಟು ವಿದ್ಯಾರ್ಥಿ ವೇತನ 1.25 ಲಕ್ಷ ನೀಡಲಾಗಿದೆ. ಕುಟುಂಬದವರ ವೈದ್ಯಕೀಯ ವೆಚ್ಚಕ್ಕಾಗಿ 71,540, ಆರು ತಿಂಗಳ ಅವಧಿಗೆ 30 ಸಾವಿರ ರೂ. ಹಾಗೂ ಮೃತ ಸಿಬ್ಬಂದಿ ಕುಟುಂಬಕ್ಕೆ 12.50 ಲಕ್ಷ ರೂ. ಧನಸಹಾಯ ನೀಡಲಾಗಿದೆ. ಹೆಚ್ಚುವರಿ ಅಧೀಕ್ಷಕರು, ಡಿವೈಎಸ್ಪಿಗಳು ಇದ್ದರು. bbox=[818, 1186, 926, 1252]
paper-logo bbox=[710, 33, 900, 69]
date-block bbox=[34, 40, 154, 73]
gururaja-headline: ಗುರುರಾಜ ಅಧಿಕಾರ ಸ್ವೀಕಾರ bbox=[526, 1002, 660, 1020]
gururaja-text: ಯಲಬುರ್ಗಾ: ಸಮೀಪದ ಬೇವೂರು ಪೊಲೀಸ್ ಠಾಣೆಗೆ ಬುಧವಾರ ನೂತನ ಪಿಎಸ್‌ಐ ಆಗಿ ಗುರುರಾಜ ಟಿ.ಹಿರೇಮಠ ಅವರು ಅಧಿಕಾರ ಸ್ವೀಕರಿಸಿದರು. ಈ ಹಿಂದೆ ಕೊಪ್ಪಳ ಗ್ರಾಮೀಣ ಪೊಲೀಸ್ ಠಾಣೆಯಲ್ಲಿ ಸೇವೆ ಸಲ್ಲಿಸುತ್ತಿದ್ದರು. ವರ್ಗಾವಣೆಗೊಂಡು ಬೇವೂರು ಠಾಣೆಗೆ ಆಗಮಿಸಿದ್ದಾರೆ. ಠಾಣಾ ವ್ಯಾಪ್ತಿಯಲ್ಲಿ ಕಾನೂನು ಸುವ್ಯವಸ್ಥೆ ಕಾಪಾಡಲು ಸಾರ್ವಜನಿಕರು ಸಹಕರಿಸಬೇಕು. ಅಕ್ರಮ ಚಟುವಟಿಕೆಗಳ ಬಗ್ಗೆ ಮಾಹಿತಿ ನೀಡಬೇಕು. ಅಪರಾಧ ತಡೆಗೆ ಗ್ರಾಮಸ್ಥರ ಸಹಭಾಗಿತ್ವ ಅಗತ್ಯ ಎಂದು ಹೇಳಿದರು. ಪೊಲೀಸ್ ಸಿಬ್ಬಂದಿ, ಸಾರ್ವಜನಿಕರು ಸನ್ಮಾನಿಸಿ ಸ್ವಾಗತಿಸಿದರು. bbox=[482, 1030, 640, 1096]
ganganna-story bbox=[482, 730, 704, 992]
census-col-1-end: ನಲ್ಲಿ ಭೇಟಿ ನೀಡಿ ಮಾಹಿತಿ ದಾಖಲಿಸಬಹುದು. 2027 ಜನವರಿ 1ರಿಂದ ಮನೆ ಪಟ್ಟಿ ಕಾರ್ಯ ನಡೆಯಲಿದೆ ಎಂದರು. bbox=[668, 406, 794, 431]
sub-edition: ಯಾದಗಿರಿ.ಬೀದರ bbox=[530, 47, 593, 60]
registration-dots-right bbox=[842, 1438, 872, 1444]
pallakki-crowd-photo bbox=[22, 1298, 298, 1426]
agni-col-2: ಪ್ರದರ್ಶನ ನೀಡಿದರು. ಹರಕೆ ಹೊತ್ತ ಭಕ್ತರು ಅಗ್ನಿ ಕುಂಡ ಹಾಯ್ದರು. ವೀರಭದ್ರೇಶ್ವರ ದೇವಸ್ಥಾನ ಸಮಿತಿ ವತಿಯಿಂದ ಅನ್ನಸಂತರ್ಪಣೆ ನಡೆಯಿತು. ಸುತ್ತಮುತ್ತಲಿನ ಗ್ರಾಮಗಳ ಭಕ್ತರು ಆಗಮಿಸಿ ದೇವರ ದರ್ಶನ ಪಡೆದರು. ಪೊಲೀಸರು ಬಿಗಿ ಬಂದೋಬಸ್ತ್ ಕೈಗೊಂಡಿದ್ದರು. ದೇವಸ್ಥಾನದ ಅರ್ಚಕರು, ಸಮಿತಿಯ ಪದಾಧಿಕಾರಿಗಳು ಉಪಸ್ಥಿತರಿದ್ದರು. bbox=[820, 754, 926, 812]
davanada-text: ಬಳ್ಳಾರಿ: ತಾಲೂಕಿನ ಪ್ರಸಿದ್ಧ ಧಾರ್ಮಿಕ ಕ್ಷೇತ್ರ ಹಚ್ಚೊಳ್ಳಿ ಗ್ರಾಮದ ದೇವಸ್ಥಾನದಲ್ಲಿ ದವನದ ಹುಣ್ಣಿಮೆ ಪ್ರಯುಕ್ತ ವಿಶೇಷ ಪೂಜೆ ನಡೆಯಿತು. ದೇವರಿಗೆ ವಿಶೇಷ ಪೂಜೆ, ರುದ್ರಾಭಿಷೇಕ, ಬಿಲ್ವಾರ್ಚನೆ, ಕುಂಕುಮಾರ್ಚನೆ, ಹೋಮ-ಹವನ, ಮಂಗಳಾರತಿ ಮುಂತಾದ ಧಾರ್ಮಿಕ ವಿಧಿವಿಧಾನಗಳನ್ನು ನೆರವೇರಿಸಲಾಯಿತು. ದೇವಸ್ಥಾನವನ್ನು ಹೂವುಗಳಿಂದ ಅಲಂಕರಿಸಲಾಗಿತ್ತು. ಭಕ್ತರು ದವನ ಅರ್ಪಿಸಿ ಭಕ್ತಿ ಸಮರ್ಪಿಸಿದರು. ಬೆಳಿಗ್ಗೆಯಿಂದ ಸಂಜೆವರೆಗೆ ಭಕ್ತರ ದಂಡು ಹರಿದು ಬಂದಿತು. ದೇವಸ್ಥಾನ ಸಮಿತಿ ವತಿಯಿಂದ ಪ್ರಸಾದ ವಿತರಿಸಲಾಯಿತು. ಅರ್ಚಕರು, ಸಮಿತಿ ಸದಸ್ಯರು ಉಪಸ್ಥಿತರಿದ್ದರು. ಜಿಲ್ಲೆಯ ವಿವಿಧ ಭಾಗಗಳಿಂದ ಭಕ್ತರು ಆಗಮಿಸಿದ್ದರು. ಹಬ್ಬದ ವಾತಾವರಣ ನಿರ್ಮಾಣವಾಗಿತ್ತು. bbox=[302, 1184, 476, 1250]
health-caption: ಬಳ್ಳಾರಿ: ನಗರದ ಪ್ರತಿಷ್ಠಿತ ಶಿಕ್ಷಣ ಸಂಸ್ಥೆಯಾದ ರಾವ್ ಬಹದ್ದೂರ್ ವೈ.ಮಹಾಬಲೇಶ್ವರಪ್ಪ ತಾಂತ್ರಿಕ ಮಹಾವಿದ್ಯಾಲಯದಲ್ಲಿ ಮಹಿಳಾ ಹಕ್ಕು ಹಾಗೂ ಬಳ್ಳಾರಿಯ ಪ್ರಸೂತಿ ಮಹಾಬ (ಎಫ್ ಒಜಿಎಸ್) ಆಶ್ರಯದಲ್ಲಿ ಮಹಿಳೆಯರಲ್ಲಿ ವಿದ್ಯಾರ್ಥಿನಿಯರಲ್ಲಿ ಹದಿಹರೆಯದ ಆರೋಗ್ಯ ಜಾಗೃತಿ ಕಾರ್ಯಕ್ರಮದಲ್ಲಿ ಪ್ರಸೂತಿ ಮತ್ತು ಸ್ತ್ರೀರೋಗ ತಜ್ಞ ವೈದ್ಯ ಡಾ.ಬಿ.ಕೆ.ಅನುಪಮ ಸುಂದರ್ ಮಾತನಾಡಿದರು. bbox=[700, 212, 921, 245]
census-col-2: ಗಣತಿದಾರರು ತಿಳಿಸುತ್ತಾರೆ. ಈ ಪ್ರಕ್ರಿಯೆ ಸರಳ ಮತ್ತು ಸುರಕ್ಷಿತವಾಗಿದೆ. ಮೊಬೈಲ್ ಫೋನ್ ಅಥವಾ ಕಂಪ್ಯೂಟರ್ ಮೂಲಕ ಒಟಿಪಿ ಪಡೆದು ಲಾಗಿನ್ ಆಗಿ ಪ್ರಕ್ರಿಯೆ ಪೂರ್ಣಗೊಳಿಸಬಹುದು. ನಿಮ್ಮ ಭಾಗವಹಿಸುವಿಕೆ ಅತ್ಯಂತ ಮುಖ್ಯವಾಗಿದ್ದು, ದೇಶದ ಅಭಿವೃದ್ಧಿ ಯೋಜನೆಗಳ ರೂಪಿಸಲು ಜನಗಣತಿ ಅಂಕಿಅಂಶ ಸಹಕಾರಿ. ನಗರ ವ್ಯಾಪ್ತಿಯ ಎಲ್ಲಾ ವಾರ್ಡ್‌ಗಳಲ್ಲಿ ಜಾಗೃತಿ ಮೂಡಿಸಲಾಗುತ್ತಿದೆ. 2026 ಏ.15ರವರೆಗೆ ಗಣತಿ ಪ್ರಕ್ರಿಯೆ ಚಾಲನೆಯಲ್ಲಿದ್ದು, ನಂತರ ಮನೆ ಮನೆಗೆ ಭೇಟಿ ನೀಡಿ ಮಾಹಿತಿ ಸಂಗ್ರಹಿಸಲಾಗುತ್ತದೆ. ಈ ಗಣತಿಯಲ್ಲಿ ಯಾರೂ ಬಿಟ್ಟುಹೋಗದಂತೆ ನಾಗರಿಕರು ಸಹಕರಿಸಬೇಕೆಂದರು. bbox=[800, 438, 926, 530]
registration-dots-mid-1 bbox=[332, 1438, 362, 1444]
date-label: 3 ಏಪ್ರಿಲ್ 2026 bbox=[34, 51, 83, 60]
ganganna-photo-2 bbox=[596, 754, 700, 828]
agni-story bbox=[708, 730, 926, 1152]
census-headline: ಸ್ವಯಂ ಗಣತಿ ಪೂರ್ಣಗೊಳಿಸಲು ಕೈಜೋಡಿಸಿ bbox=[709, 319, 885, 334]
day-label: ಶುಕ್ರವಾರ bbox=[34, 40, 60, 50]
gururaja-story bbox=[482, 996, 704, 1152]
agni-col-1: ಹೂವಿನಹಡಗಲಿ: ಪಟ್ಟಣದ ಶ್ರೀ ವೀರಭದ್ರೇಶ್ವರ ಸ್ವಾಮಿಯ ಅಗ್ನಿ ಮಹೋತ್ಸವ ಗುರುವಾರ ಅದ್ದೂರಿಯಾಗಿ ನೆರವೇರಿತು. ಬೆಳಿಗ್ಗೆ 12ಗಂಟೆಗೆ ವೀರಭದ್ರೇಶ್ವರ ಸ್ವಾಮಿಗೆ ಅಭಿಷೇಕ, ಪೂಜೆ, ಅಲಂಕಾರ ನೆರವೇರಿಸಲಾಯಿತು. ಅಗ್ನಿ ಕುಂಡಕ್ಕೆ ಪೂಜೆ ಸಲ್ಲಿಸಿದ ನಂತರ ಪುರವಂತರು ವೀರಗಾಸೆ ಪ್ರದರ್ಶಿಸಿದರು. ನೂರಾರು ಭಕ್ತರು ಅಗ್ನಿ ಹಾಯ್ದು ಹರಕೆ ತೀರಿಸಿದರು. ಸ್ವಾಮಿಯ ಪಲ್ಲಕ್ಕಿ ಉತ್ಸವ ಪಟ್ಟಣದ ಪ್ರಮುಖ ಬೀದಿಗಳಲ್ಲಿ ಸಂಚರಿಸಿತು. ಡೊಳ್ಳು, ನಂದಿಕೋಲು, ಭಜನಾ ತಂಡಗಳು ಮೆರವಣಿಗೆಗೆ ಮೆರುಗು ತಂದವು. bbox=[708, 754, 814, 837]
police-kicker: ಪೊಲೀಸ್ ಧ್ವಜ ದಿನಾಚರಣೆ | ಅರುಣಕುಮಾರ ಸಲಹೆ bbox=[324, 319, 542, 334]
health-col-2: ನಗರದ ಪ್ರತಿಷ್ಠಿತ ಶಿಕ್ಷಣ ಸಂಸ್ಥೆಯಾದ ರಾವ್ ಬಹದ್ದೂರ್ ವೈ.ಮಹಾಬಲೇಶ್ವರಪ್ಪ ತಾಂತ್ರಿಕ ಮಹಾವಿದ್ಯಾಲಯದ ವಿದ್ಯಾರ್ಥಿನಿಯರು ಹಾಗೂ ಸಿಬ್ಬಂದಿ ಆಯೋಜಿಸಿದ್ದ ಕಾರ್ಯಕ್ರಮದಲ್ಲಿ ಭಾಗವಹಿಸಿದ ಡಾ.ಅನುಪಮ ಅವರು ಮಾತನಾಡಿ, ಮಹಿಳೆಯರು ತಮ್ಮ ಆರೋಗ್ಯದ ಬಗ್ಗೆ ನಿರ್ಲಕ್ಷ್ಯ ವಹಿಸಬಾರದು. ಸಮಯಕ್ಕೆ ಸರಿಯಾಗಿ ತಪಾಸಣೆ ಮಾಡಿಸಿಕೊಳ್ಳಬೇಕು ಎಂದರು. ಸಂಸ್ಥೆಯ ಪದಾಧಿಕಾರಿಗಳು, ಉಪನ್ಯಾಸಕರು ಉಪಸ್ಥಿತರಿದ್ದರು. ಡಾ.ಸಿ.ಎಸ್.ಶಂಕರಪ್ಪ ಸ್ವಾಗತಿಸಿದರು. ಡಾ.ಕಲ್ಪನಾ ವಂದಿಸಿದರು. ಡಾ.ಲಕ್ಷ್ಮೀ ನಿರೂಪಿಸಿದರು. bbox=[574, 118, 696, 201]
